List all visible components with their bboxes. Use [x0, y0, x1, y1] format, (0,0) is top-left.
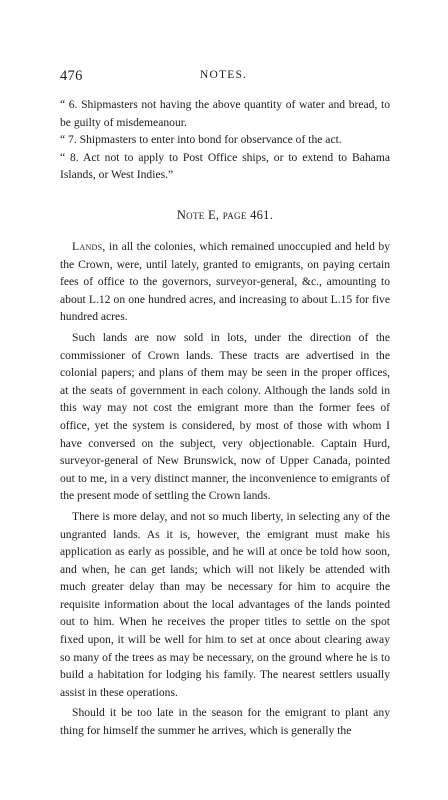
page-header	[60, 68, 390, 84]
paragraph	[60, 508, 390, 702]
quote-clause-6: “ 6. Shipmasters not having the above quantity of water and bread, to be guilty of misdemeanour.	[60, 98, 390, 129]
page-number: 476	[60, 68, 83, 84]
paragraph	[60, 704, 390, 739]
quote-clause-8: “ 8. Act not to apply to Post Office ships, or to extend to Bahama Islands, or West Indies.”	[60, 150, 390, 182]
paragraph-text: Should it be too late in the season for the emigrant to plant any thing for himself the summer he arrives, which is generally the	[60, 706, 390, 738]
quote-clause-7: “ 7. Shipmasters to enter into bond for observance of the act.	[60, 133, 342, 147]
quoted-act-clauses	[60, 96, 390, 184]
paragraph-lead-word: Lands,	[72, 240, 106, 253]
paragraph-text: There is more delay, and not so much liberty, in selecting any of the ungranted lands. As it is, however, the emigrant must make his application as early as possible, and he will at once be told how soon, and when, he can get lands; which will not likely be attended with much greater delay than may be necessary for him to acquire the requisite information about the local advantages of the lands pointed out to him. When he receives the proper titles to settle on the spot fixed upon, it will be well for him to set at once about clearing away so many of the trees as may be necessary, on the ground where he is to build a habitation for lodging his family. The nearest settlers usually assist in these operations.	[60, 509, 390, 699]
running-head: NOTES.	[200, 69, 248, 81]
note-body	[60, 238, 390, 743]
paragraph-text: in all the colonies, which remained unoccupied and held by the Crown, were, until lately, granted to emigrants, on paying certain fees of office to the governors, surveyor-general, &c., amounting to about L.12 on one hundred acres, and increasing to about L.15 for five hundred acres.	[60, 240, 390, 324]
paragraph	[60, 329, 390, 505]
paragraph-text: Such lands are now sold in lots, under the direction of the commissioner of Crown lands. These tracts are advertised in the colonial papers; and plans of them may be seen in the proper offices, at the seats of government in each colony. Although the lands sold in this way may not cost the emigrant more than the former fees of office, yet the system is considered, by most of those with whom I have conversed on the subject, very objectionable. Captain Hurd, surveyor-general of New Brunswick, now of Upper Canada, pointed out to me, in a very distinct manner, the inconvenience to emigrants of the present mode of settling the Crown lands.	[60, 330, 390, 503]
note-heading: Note E, page 461.	[176, 208, 274, 222]
paragraph	[60, 238, 390, 326]
